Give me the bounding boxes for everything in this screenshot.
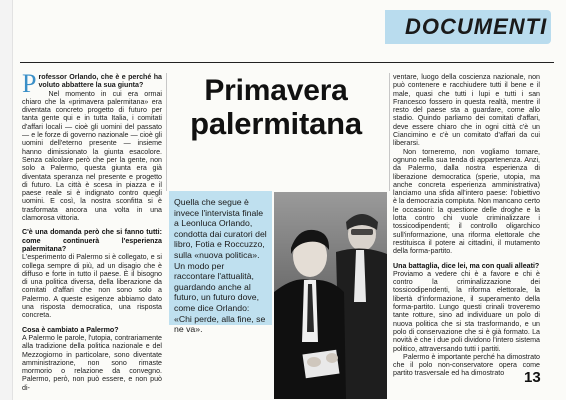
interview-answer: Proviamo a vedere chi è a favore e chi è contro la criminalizzazione dei tossicodipendenti, la riforma elettorale, la libertà d'informazione, il superamento della forma-partito. Lungo questi crinali troveremo tante rotture, sino ad individuare un polo di nuova politica che si sta trasformando, e un polo di conservazione che si è già formato. La novità è che i due poli dividono l'intero sistema politico, attraversando tutti i partiti. bbox=[393, 269, 540, 353]
headline-line-1: Primavera bbox=[204, 74, 348, 107]
article-headline bbox=[170, 74, 382, 140]
article-column-3 bbox=[393, 73, 540, 398]
intro-answer: Nel momento in cui era ormai chiaro che la «primavera palermitana» era diventata concreto progetto di futuro per tanta gente qui e in tutta Italia, i comitati d'affari locali — cioè gli uomini del passato — e le forze di governo nazionale — cioè gli uomini dell'eterno presente — insieme hanno dimissionato la giunta esacolore. Senza calcolare però che per la gente, non solo a Palermo, questa giunta era già diventata speranza nel presente e progetto di futuro. La città è scesa in piazza e il paese reale si è indignato contro quegli uomini. E così, la nostra sconfitta si è trasformata ancora una volta in una clamorosa vittoria. bbox=[22, 89, 162, 223]
interview-question: Una battaglia, dice lei, ma con quali alleati? bbox=[393, 261, 540, 270]
interview-answer: L'esperimento di Palermo si è collegato, e si collega sempre di più, ad un disagio che è diffuso e forte in tutto il paese. È il bisogno di una politica diversa, della liberazione da comitati d'affari che non sono solo a Palermo. A queste esigenze abbiamo dato una risposta democratica, una risposta concreta. bbox=[22, 253, 162, 320]
header-divider bbox=[20, 62, 554, 63]
body-paragraph: Non torneremo, non vogliamo tornare, ognuno nella sua tenda di appartenenza. Anzi, da Palermo, dalla nostra esperienza di liberazione democratica (sperie, utopia, ma anche concreta esperienza amministrativa) lanciamo una sfida all'intero paese: l'obiettivo è la democrazia compiuta. Non mancano certo le occasioni: la questione delle droghe e la lotta contro chi vuole criminalizzare i tossicodipendenti; il controllo oligarchico sull'informazione, una riforma elettorale che restituisca il potere ai cittadini, il mutamento della forma-partito. bbox=[393, 147, 540, 256]
drop-cap: P bbox=[22, 73, 37, 98]
headline-line-2: palermitana bbox=[190, 106, 362, 141]
section-title: DOCUMENTI bbox=[405, 14, 548, 39]
page-number: 13 bbox=[524, 369, 541, 386]
interview-answer: Palermo è importante perché ha dimostrato che il polo non-conservatore opera come partito trasversale ed ha dimostrato bbox=[393, 352, 540, 378]
column-divider bbox=[389, 73, 390, 191]
body-paragraph: ventare, luogo della coscienza nazionale, non può contenere e racchiudere tutti il bene e il male, quasi che tutti i lupi e tutti i san Francesco fossero in questa realtà, mentre il resto del paese sta a guardare, come allo stadio. Quindo parliamo dei comitati d'affari, deve essere chiaro che in ogni città c'è un Ciancimino e c'è un comitato d'affari da cui liberarsi. bbox=[393, 73, 540, 148]
intro-paragraph bbox=[22, 73, 162, 98]
intro-question: rofessor Orlando, che è e perché ha voluto abbattere la sua giunta? bbox=[38, 73, 162, 90]
photo-illustration bbox=[274, 192, 387, 399]
interview-question: Cosa è cambiato a Palermo? bbox=[22, 325, 119, 334]
article-column-1 bbox=[22, 73, 162, 398]
lead-box: Quella che segue è invece l'intervista finale a Leonluca Orlando, condotta dai curatori del libro, Fotia e Roccuzzo, sulla «nuova politica». Un modo per raccontare l'attualità, guardando anche al futuro, un futuro dove, come dice Orlando: «Chi perde, alla fine, se ne va». bbox=[169, 191, 272, 325]
column-divider bbox=[166, 73, 167, 191]
interview-answer: A Palermo le parole, l'utopia, contrariamente alla tradizione della politica nazionale e del Mezzogiorno in particolare, sono diventate amministrazione, non sono rimaste mormorio o relazione da convegno. Palermo, però, non può essere, e non può di- bbox=[22, 333, 162, 392]
page-binding-edge bbox=[0, 0, 13, 400]
photo-leonluca-orlando bbox=[274, 192, 387, 399]
interview-question: C'è una domanda però che si fanno tutti: come continuerà l'esperienza palermitana? bbox=[22, 228, 162, 253]
